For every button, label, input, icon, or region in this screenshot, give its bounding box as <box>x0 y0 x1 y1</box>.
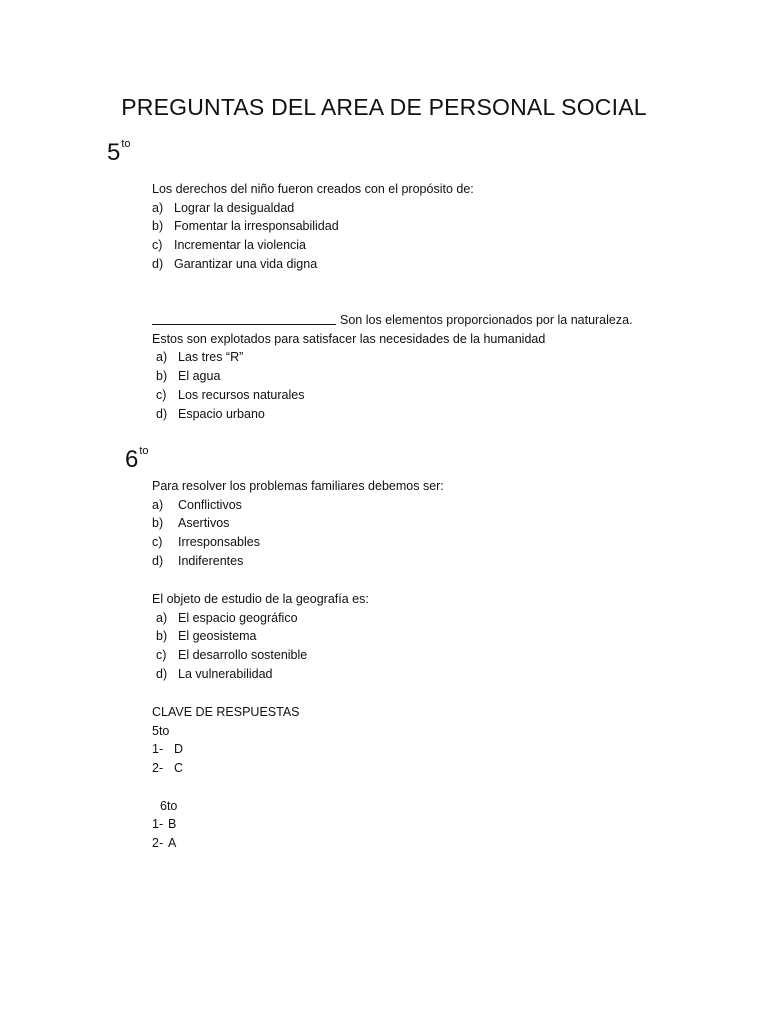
grade-5-heading <box>107 138 131 166</box>
question-3-option-a: a) Conflictivos <box>152 497 242 512</box>
question-4-option-c: c) El desarrollo sostenible <box>156 648 308 663</box>
grade-5-number: 5 <box>107 139 121 166</box>
question-4-option-d: d) La vulnerabilidad <box>156 666 273 681</box>
question-3-option-d: d) Indiferentes <box>152 553 244 568</box>
question-2-option-d: d) Espacio urbano <box>156 406 265 421</box>
question-1-option-c: c) Incrementar la violencia <box>152 238 307 253</box>
question-1-option-d: d) Garantizar una vida digna <box>152 256 318 271</box>
question-2 <box>152 311 633 423</box>
grade-6-number: 6 <box>125 446 139 473</box>
question-4-text: El objeto de estudio de la geografía es: <box>152 592 369 606</box>
answer-key-item: 2- C <box>152 761 184 776</box>
grade-6-heading <box>125 445 149 473</box>
question-4-option-b: b) El geosistema <box>156 629 257 644</box>
question-4 <box>152 590 369 684</box>
question-3-option-c: c) Irresponsables <box>152 535 260 550</box>
grade-6-suffix: to <box>139 445 149 457</box>
question-4-option-a: a) El espacio geográfico <box>156 610 298 625</box>
question-2-option-a: a) Las tres “R” <box>156 350 244 365</box>
question-2-line-2: Estos son explotados para satisfacer las necesidades de la humanidad <box>152 331 546 346</box>
question-1-option-b: b) Fomentar la irresponsabilidad <box>152 219 339 234</box>
question-3-option-b: b) Asertivos <box>152 516 230 531</box>
question-1-text: Los derechos del niño fueron creados con el propósito de: <box>152 182 474 196</box>
question-2-option-b: b) El agua <box>156 369 221 384</box>
answer-blank-line <box>152 312 336 325</box>
question-1 <box>152 180 474 274</box>
question-3 <box>152 477 444 571</box>
page-title: PREGUNTAS DEL AREA DE PERSONAL SOCIAL <box>121 94 647 120</box>
question-2-line-1: Son los elementos proporcionados por la naturaleza. <box>152 311 633 330</box>
answer-key <box>152 703 300 853</box>
spacer <box>152 778 300 797</box>
answer-key-item: 2- A <box>152 835 177 850</box>
answer-key-item: 1- D <box>152 742 184 757</box>
answer-key-item: 1- B <box>152 817 177 832</box>
question-1-option-a: a) Lograr la desigualdad <box>152 200 295 215</box>
question-3-text: Para resolver los problemas familiares debemos ser: <box>152 479 444 493</box>
answer-key-grade-6-label: 6to <box>160 798 178 813</box>
question-2-option-c: c) Los recursos naturales <box>156 387 305 402</box>
answer-key-heading: CLAVE DE RESPUESTAS <box>152 705 300 719</box>
answer-key-grade-5-label: 5to <box>152 723 170 738</box>
grade-5-suffix: to <box>121 138 131 150</box>
